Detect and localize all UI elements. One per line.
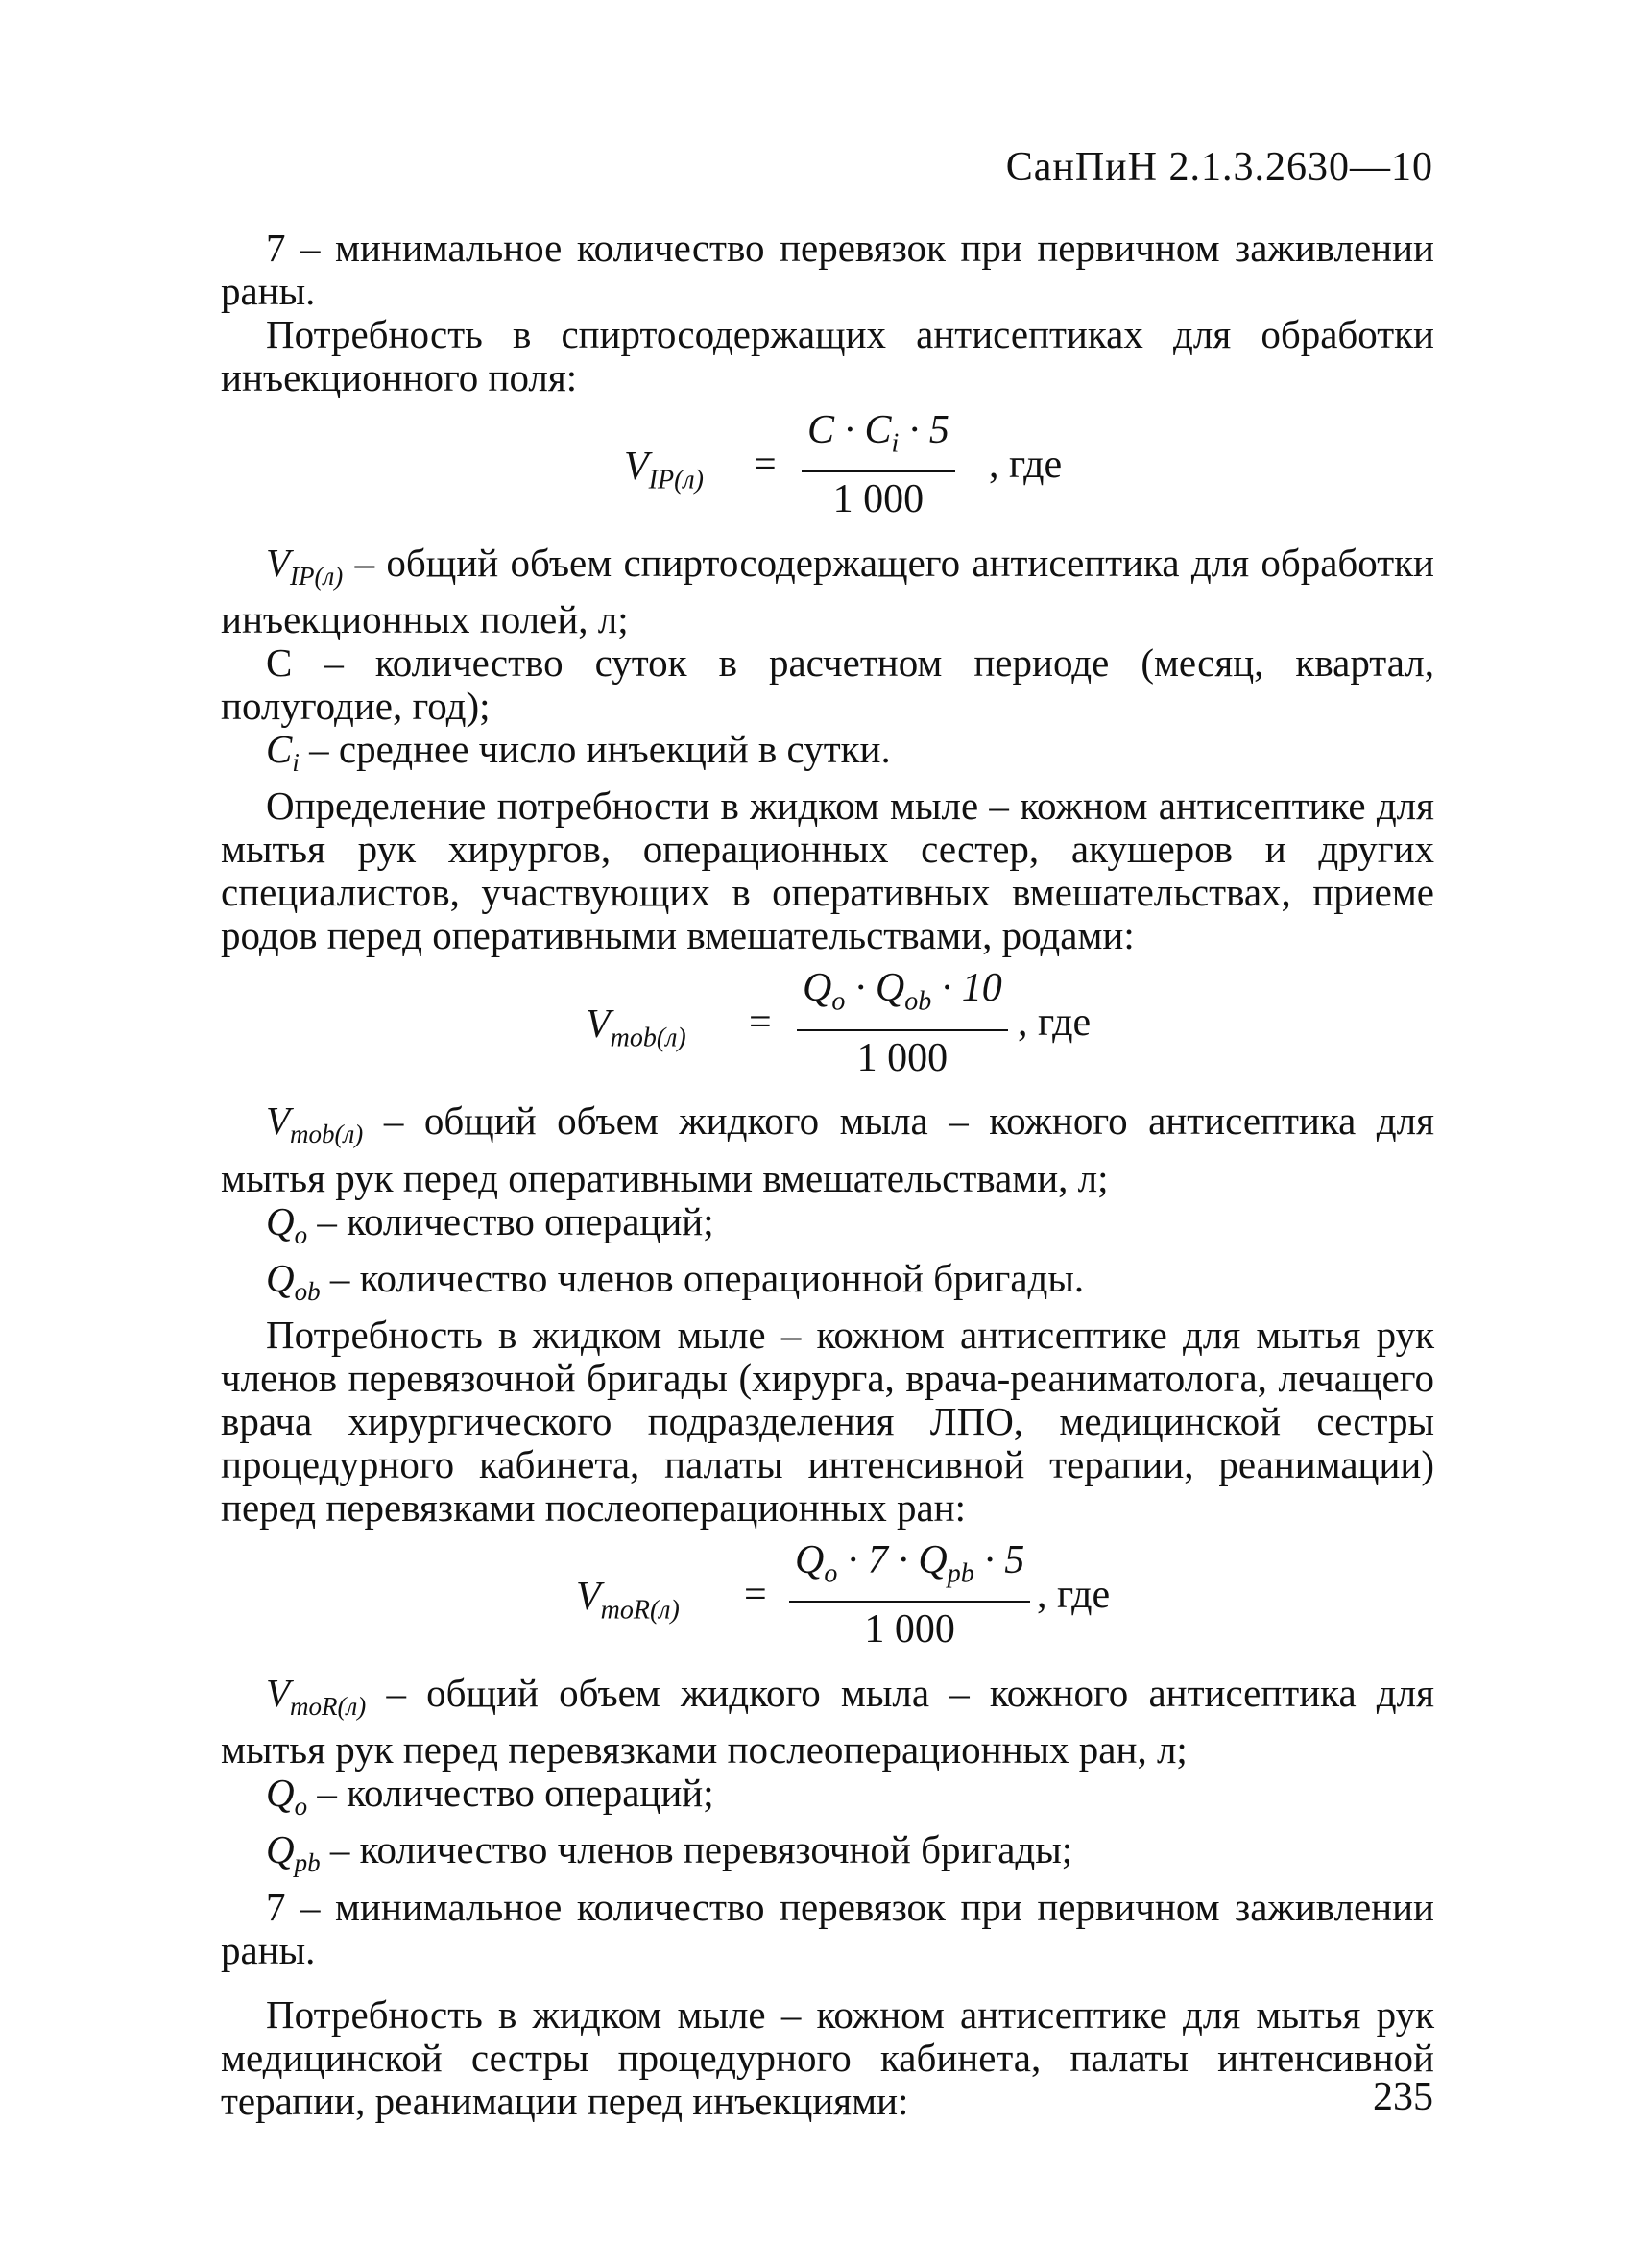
equals-sign: = <box>749 1001 772 1046</box>
paragraph: Потребность в жидком мыле – кожном антисептике для мытья рук медицинской сестры процедурного кабинета, палаты интенсивной терапии, реанимации перед инъекциями: <box>221 1991 1434 2123</box>
paragraph: $V_{moR(л)}$ – общий объем жидкого мыла – кожного антисептика для мытья рук перед перевязками послеоперационных ран, л; <box>221 1670 1434 1773</box>
denominator: 1 000 <box>832 477 925 522</box>
paragraph: Потребность в спиртосодержащих антисептиках для обработки инъекционного поля: <box>221 312 1434 399</box>
paragraph: 7 – минимальное количество перевязок при первичном заживлении раны. <box>221 1884 1434 1972</box>
formula-lhs: $V_{moR(л)}$ <box>576 1574 680 1626</box>
fraction <box>797 961 1008 1084</box>
paragraph: Потребность в жидком мыле – кожном антисептике для мытья рук членов перевязочной бригады (хирурга, врача-реаниматолога, лечащего врача хирургического подразделения ЛПО, медицинской сестры процедурного кабинета, палаты интенсивной терапии, реанимации) перед перевязками послеоперационных ран: <box>221 1312 1434 1530</box>
paragraph: $V_{mob(л)}$ – общий объем жидкого мыла – кожного антисептика для мытья рук перед оперативными вмешательствами, л; <box>221 1098 1434 1200</box>
denominator: 1 000 <box>864 1607 955 1653</box>
paragraph: 7 – минимальное количество перевязок при первичном заживлении раны. <box>221 226 1434 313</box>
paragraph: $Q_o$ – количество операций; <box>266 1198 714 1249</box>
paragraph: $C_i$ – среднее число инъекций в сутки. <box>266 727 891 778</box>
numerator: $Q_o \cdot 7 \cdot Q_{pb} \cdot 5$ <box>789 1533 1030 1603</box>
paragraph: Определение потребности в жидком мыле – кожном антисептике для мытья рук хирургов, операционных сестер, акушеров и других специалистов, участвующих в оперативных вмешательствах, приеме родов перед оперативными вмешательствами, родами: <box>221 784 1434 958</box>
document-body <box>221 227 1434 2123</box>
document-header: СанПиН 2.1.3.2630—10 <box>1005 145 1433 189</box>
formula-vmob <box>221 961 1434 1094</box>
numerator: $C \cdot C_i \cdot 5$ <box>802 403 955 472</box>
paragraph: $Q_o$ – количество операций; <box>266 1771 714 1822</box>
where-label: , где <box>989 443 1063 487</box>
paragraph: С – количество суток в расчетном периоде (месяц, квартал, полугодие, год); <box>221 640 1434 729</box>
where-label: , где <box>1037 1572 1111 1617</box>
formula-vmor <box>221 1533 1434 1666</box>
paragraph: $Q_{ob}$ – количество членов операционной бригады. <box>266 1255 1085 1306</box>
fraction <box>789 1533 1030 1656</box>
denominator: 1 000 <box>856 1035 949 1080</box>
page-number: 235 <box>1373 2075 1433 2119</box>
numerator: $Q_o \cdot Q_{ob} \cdot 10$ <box>797 961 1008 1030</box>
equals-sign: = <box>754 443 777 487</box>
fraction <box>802 403 955 526</box>
paragraph: $Q_{pb}$ – количество членов перевязочной бригады; <box>266 1827 1073 1878</box>
where-label: , где <box>1018 1001 1092 1046</box>
formula-vip <box>221 403 1434 536</box>
formula-lhs: $V_{IP(л)}$ <box>624 445 704 495</box>
equals-sign: = <box>744 1572 767 1617</box>
paragraph: $V_{IP(л)}$ – общий объем спиртосодержащего антисептика для обработки инъекционных полей, л; <box>221 541 1434 642</box>
formula-lhs: $V_{mob(л)}$ <box>586 1002 686 1053</box>
